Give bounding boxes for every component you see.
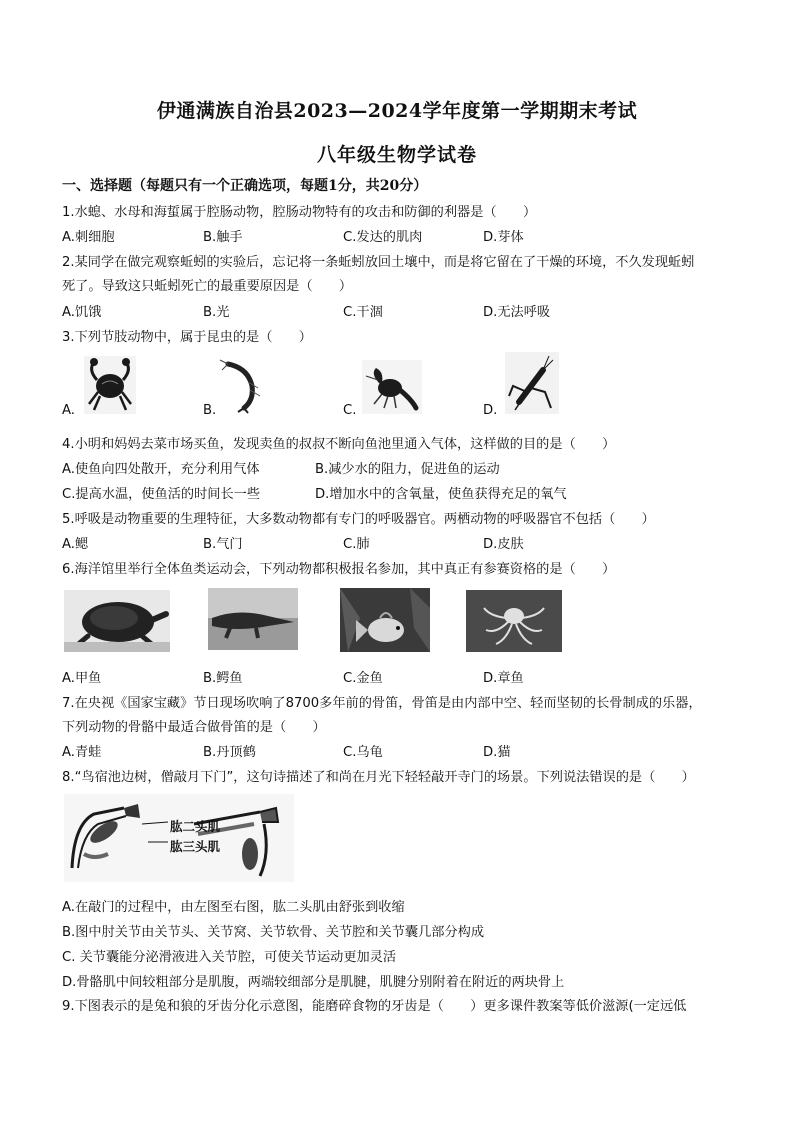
q7-option-b: B.丹顶鹤	[203, 745, 256, 760]
q8-option-b: B.图中肘关节由关节头、关节窝、关节软骨、关节腔和关节囊几部分构成	[62, 925, 485, 940]
q7-option-d: D.猫	[483, 745, 511, 760]
question-7-stem-line2: 下列动物的骨骼中最适合做骨笛的是（ ）	[62, 720, 326, 735]
q1-option-a: A.刺细胞	[62, 230, 115, 245]
q5-option-b: B.气门	[203, 537, 243, 552]
q4-option-a: A.使鱼向四处散开，充分利用气体	[62, 462, 260, 477]
q5-option-d: D.皮肤	[483, 537, 524, 552]
q5-option-c: C.肺	[343, 537, 370, 552]
softshell-turtle-image	[64, 590, 170, 652]
q7-option-a: A.青蛙	[62, 745, 102, 760]
q4-option-b: B.减少水的阻力，促进鱼的运动	[315, 462, 500, 477]
exam-subtitle: 八年级生物学试卷	[316, 144, 477, 166]
biceps-label: 肱二头肌	[170, 819, 221, 834]
q3-option-a: A.	[62, 403, 75, 418]
q2-option-a: A.饥饿	[62, 305, 102, 320]
crab-image	[84, 356, 136, 414]
q5-option-a: A.鳃	[62, 537, 89, 552]
q1-option-d: D.芽体	[483, 230, 524, 245]
question-6-stem: 6.海洋馆里举行全体鱼类运动会，下列动物都积极报名参加，其中真正有参赛资格的是（ ）	[62, 562, 616, 577]
octopus-image	[466, 590, 562, 652]
triceps-label: 肱三头肌	[170, 839, 221, 854]
q3-option-c: C.	[343, 403, 357, 418]
goldfish-image	[340, 588, 430, 652]
q6-option-c: C.金鱼	[343, 671, 383, 686]
question-5-stem: 5.呼吸是动物重要的生理特征，大多数动物都有专门的呼吸器官。两栖动物的呼吸器官不包括（ ）	[62, 512, 655, 527]
q1-option-b: B.触手	[203, 230, 243, 245]
q8-option-c: C. 关节囊能分泌滑液进入关节腔，可使关节运动更加灵活	[62, 950, 397, 965]
q6-option-d: D.章鱼	[483, 671, 524, 686]
question-9-stem: 9.下图表示的是兔和狼的牙齿分化示意图，能磨碎食物的牙齿是（ ）更多课件教案等低价滋源(一定远低	[62, 999, 687, 1014]
exam-title: 伊通满族自治县2023—2024学年度第一学期期末考试	[156, 100, 638, 122]
q1-option-c: C.发达的肌肉	[343, 230, 423, 245]
question-4-stem: 4.小明和妈妈去菜市场买鱼，发现卖鱼的叔叔不断向鱼池里通入气体，这样做的目的是（ ）	[62, 437, 616, 452]
section-heading: 一、选择题（每题只有一个正确选项，每题1分，共20分）	[62, 178, 428, 194]
question-3-stem: 3.下列节肢动物中，属于昆虫的是（ ）	[62, 330, 312, 345]
q8-option-d: D.骨骼肌中间较粗部分是肌腹，两端较细部分是肌腱，肌腱分别附着在附近的两块骨上	[62, 975, 565, 990]
question-1-stem: 1.水螅、水母和海蜇属于腔肠动物，腔肠动物特有的攻击和防御的利器是（ ）	[62, 205, 537, 220]
q3-option-b: B.	[203, 403, 217, 418]
crayfish-image	[362, 360, 422, 414]
question-7-stem-line1: 7.在央视《国家宝藏》节日现场吹响了8700多年前的骨笛，骨笛是由内部中空、轻而坚韧的长骨制成的乐器，	[62, 696, 702, 711]
q6-option-b: B.鳄鱼	[203, 671, 243, 686]
q2-option-d: D.无法呼吸	[483, 305, 551, 320]
q3-option-d: D.	[483, 403, 498, 418]
question-8-stem: 8.“鸟宿池边树，僧敲月下门”，这句诗描述了和尚在月光下轻轻敲开寺门的场景。下列说法错误的是（ ）	[62, 770, 695, 785]
crocodile-image	[208, 588, 298, 650]
q6-option-a: A.甲鱼	[62, 671, 102, 686]
question-2-stem-line2: 死了。导致这只蚯蚓死亡的最重要原因是（ ）	[62, 279, 353, 294]
shrimp-image	[218, 358, 268, 416]
grasshopper-image	[505, 352, 559, 414]
question-2-stem-line1: 2.某同学在做完观察蚯蚓的实验后，忘记将一条蚯蚓放回土壤中，而是将它留在了干燥的环境，不久发现蚯蚓	[62, 255, 695, 270]
q2-option-b: B.光	[203, 305, 230, 320]
q4-option-d: D.增加水中的含氧量，使鱼获得充足的氧气	[315, 487, 567, 502]
q4-option-c: C.提高水温，使鱼活的时间长一些	[62, 487, 261, 502]
q2-option-c: C.干涸	[343, 305, 383, 320]
q7-option-c: C.乌龟	[343, 745, 383, 760]
q8-option-a: A.在敲门的过程中，由左图至右图，肱二头肌由舒张到收缩	[62, 900, 405, 915]
